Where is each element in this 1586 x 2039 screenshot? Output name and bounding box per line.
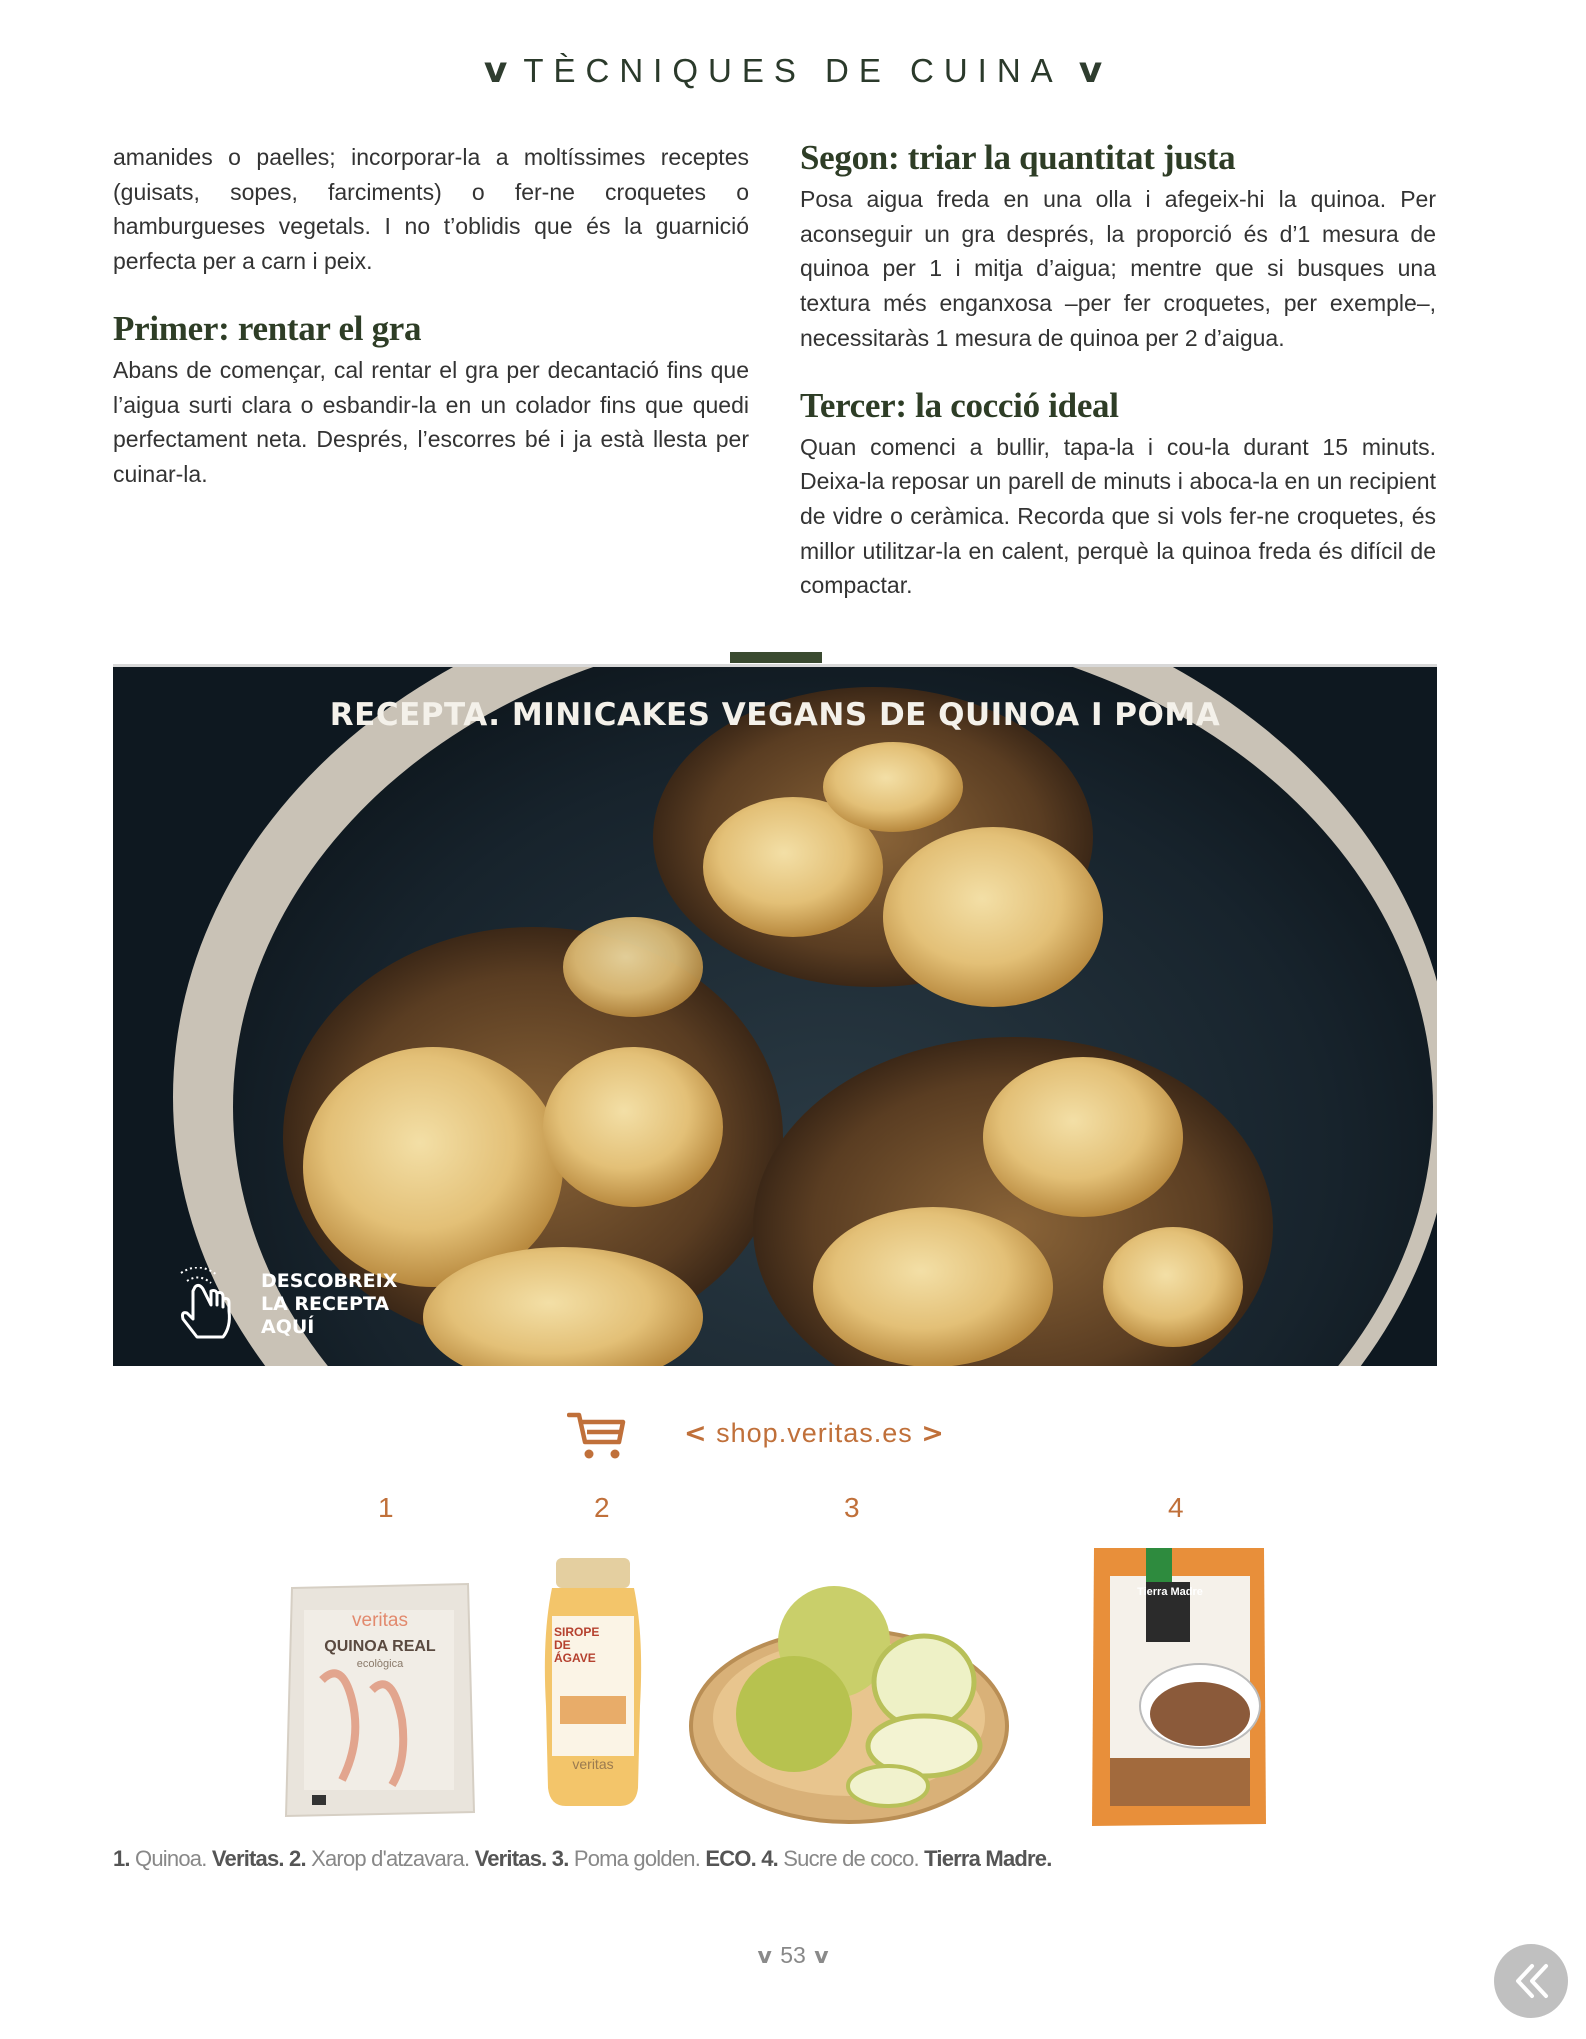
caption-t4: Sucre de coco. <box>777 1846 925 1871</box>
section-heading-segon: Segon: triar la quantitat justa <box>800 138 1236 177</box>
intro-paragraph: amanides o paelles; incorporar-la a moltíssimes receptes (guisats, sopes, farciments) o fer-ne croquetes o hamburgueses vegetals. I no t’oblidis que és la guarnició perfecta per a carn i peix. <box>113 144 749 275</box>
page-number <box>0 1942 1586 1969</box>
discover-line-2: LA RECEPTA <box>261 1292 390 1315</box>
product-golden-apples[interactable] <box>688 1586 1010 1824</box>
back-button[interactable] <box>1494 1944 1568 2018</box>
section-body-segon: Posa aigua freda en una olla i afegeix-hi la quinoa. Per aconseguir un gra després, la proporció és d’1 mesura de quinoa per 1 i mitja d’aigua; mentre que si busques una textura més enganxosa –per fer croquetes, per exemple–, necessitaràs 1 mesura de quinoa per 2 d’aigua. <box>800 186 1436 351</box>
accent-bar <box>730 652 822 663</box>
shop-row <box>0 1408 1586 1468</box>
product-number-3: 3 <box>844 1492 860 1523</box>
caption-b4: Tierra Madre. <box>924 1846 1052 1871</box>
right-column <box>800 140 1436 603</box>
section-body-tercer: Quan comenci a bullir, tapa-la i cou-la durant 15 minuts. Deixa-la reposar un parell de minuts i aboca-la en un recipient de vidre o ceràmica. Recorda que si vols fer-ne croquetes, és millor utilitzar-la en calent, perquè la quinoa freda és difícil de compactar. <box>800 433 1436 599</box>
caption-b3: ECO. <box>705 1846 756 1871</box>
section-header <box>0 50 1586 91</box>
coconut-brand: Tierra Madre <box>1137 1586 1203 1598</box>
left-column <box>113 140 749 492</box>
product-number-1: 1 <box>378 1492 394 1523</box>
section-body-primer: Abans de començar, cal rentar el gra per decantació fins que l’aigua surti clara o esbandir-la en un colador fins que quedi perfectament neta. Després, l’escorres bé i ja està llesta per cuinar-la. <box>113 356 749 487</box>
header-title: TÈCNIQUES DE CUINA <box>523 52 1063 89</box>
page-mark-right: v <box>814 1944 829 1969</box>
discover-line-3: AQUÍ <box>261 1315 315 1338</box>
quinoa-sub: ecològica <box>356 1658 404 1670</box>
header-mark-left: v <box>483 50 508 91</box>
caption-n3: 3. <box>546 1846 569 1871</box>
double-chevron-left-icon <box>1494 1944 1568 2018</box>
recipe-photo <box>113 667 1437 1366</box>
product-coconut-sugar[interactable] <box>1090 1546 1268 1828</box>
product-agave-syrup[interactable] <box>540 1556 646 1808</box>
caption-n1: 1. <box>113 1846 130 1871</box>
shop-bracket-open: < <box>684 1418 708 1449</box>
recipe-title: RECEPTA. MINICAKES VEGANS DE QUINOA I POMA <box>329 697 1221 733</box>
section-heading-tercer: Tercer: la cocció ideal <box>800 385 1119 425</box>
hand-tap-icon <box>173 1267 237 1341</box>
discover-recipe-link[interactable] <box>173 1267 397 1341</box>
section-heading-primer: Primer: rentar el gra <box>113 308 422 348</box>
caption-b2: Veritas. <box>474 1846 547 1871</box>
shop-bracket-close: > <box>921 1418 945 1449</box>
quinoa-name: QUINOA REAL <box>324 1638 436 1655</box>
caption-t1: Quinoa. <box>129 1846 212 1871</box>
header-mark-right: v <box>1078 50 1103 91</box>
page-mark-left: v <box>757 1944 772 1969</box>
product-number-2: 2 <box>594 1492 610 1523</box>
caption-t3: Poma golden. <box>568 1846 706 1871</box>
quinoa-brand: veritas <box>352 1610 408 1631</box>
page-number-value: 53 <box>780 1942 806 1968</box>
discover-line-1: DESCOBREIX <box>261 1269 398 1292</box>
recipe-banner[interactable] <box>113 664 1437 1366</box>
agave-brand: veritas <box>572 1756 614 1772</box>
shop-link[interactable] <box>684 1418 945 1449</box>
caption-t2: Xarop d'atzavara. <box>305 1846 475 1871</box>
caption-n2: 2. <box>283 1846 306 1871</box>
caption-b1: Veritas. <box>211 1846 284 1871</box>
product-quinoa[interactable] <box>282 1580 478 1820</box>
product-number-4: 4 <box>1168 1492 1184 1523</box>
agave-name: SIROPE DE ÁGAVE <box>554 1625 600 1665</box>
products-caption <box>113 1846 1052 1872</box>
caption-n4: 4. <box>755 1846 778 1871</box>
shop-url: shop.veritas.es <box>716 1418 913 1448</box>
shopping-cart-icon[interactable] <box>567 1410 627 1462</box>
